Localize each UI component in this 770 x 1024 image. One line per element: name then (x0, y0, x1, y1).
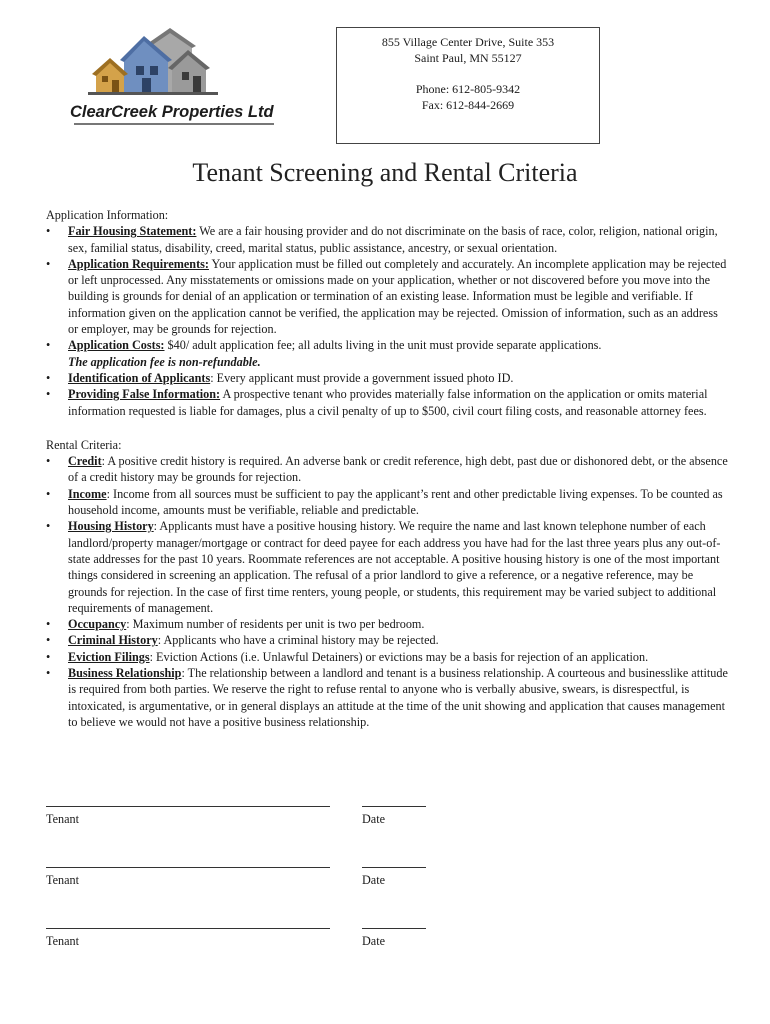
address-line-1: 855 Village Center Drive, Suite 353 (381, 35, 555, 49)
fee-note: The application fee is non-refundable. (68, 354, 261, 369)
item-label: Occupancy (68, 617, 127, 632)
list-item: • Application Requirements: Your application must be filled out completely and accurately. An incomplete application may be rejected or left unprocessed. Any misstatements or omissions made on your application, whether or not discovered before you move into the building is grounds for denial of an application or termination of an existing lease. Information must be legible and verifiable. If information given on the application cannot be verified, the application may be rejected. Omission of information, such as an address or employer, may be grounds for rejection. (46, 256, 727, 337)
date-line[interactable] (362, 928, 426, 929)
item-text: : Applicants who have a criminal history may be rejected. (157, 633, 439, 648)
item-label: Application Requirements: (68, 256, 209, 271)
address-box (336, 27, 600, 144)
date-line[interactable] (362, 867, 426, 868)
tenant-signature-line[interactable] (46, 928, 330, 929)
list-item: • Providing False Information: A prospective tenant who provides materially false information on the application or omits material information requested is liable for damages, plus a civil penalty of up to $500, civil court filing costs, and reasonable attorney fees. (46, 387, 708, 418)
item-label: Income (68, 486, 107, 501)
list-item: • Eviction Filings: Eviction Actions (i.e. Unlawful Detainers) or evictions may be a basis for rejection of an application. (46, 649, 649, 664)
houses-icon (88, 26, 238, 101)
item-label: Criminal History (68, 633, 158, 648)
list-item: • Occupancy: Maximum number of residents per unit is two per bedroom. (46, 617, 425, 632)
tenant-label: Tenant (46, 873, 79, 887)
list-item: • Criminal History: Applicants who have a criminal history may be rejected. (46, 633, 439, 648)
item-text: A prospective tenant who provides materially false information on the application or omits material information requested is liable for damages, plus a civil penalty of up to $500, civil court filing costs, and reasonable attorney fees. (68, 387, 708, 418)
company-logo (66, 26, 276, 126)
date-line[interactable] (362, 806, 426, 807)
item-label: Application Costs: (68, 338, 165, 353)
fax-number: Fax: 612-844-2669 (421, 98, 515, 112)
date-label: Date (362, 873, 386, 887)
date-label: Date (362, 934, 386, 948)
item-label: Housing History (68, 519, 154, 534)
item-text: : Maximum number of residents per unit is two per bedroom. (126, 617, 425, 632)
item-text: : A positive credit history is required. An adverse bank or credit reference, high debt, past due or dishonored debt, or the absence of a credit history may be grounds for rejection. (68, 454, 728, 485)
item-text: : Income from all sources must be sufficient to pay the applicant’s rent and other predictable living expenses. To be counted as household income, amounts must be verifiable, reliable and predictable. (68, 486, 723, 518)
item-text: : Every applicant must provide a government issued photo ID. (210, 370, 514, 385)
item-text: We are a fair housing provider and do not discriminate on the basis of race, color, religion, national origin, sex, familial status, disability, creed, marital status, public assistance, ancestry, or sexual orientation. (68, 224, 718, 255)
address-line-2: Saint Paul, MN 55127 (414, 51, 522, 65)
item-text: $40/ adult application fee; all adults living in the unit must provide separate applications. (164, 338, 602, 353)
date-label: Date (362, 812, 386, 826)
logo-underline (74, 123, 274, 125)
application-list (46, 223, 730, 419)
list-item: • Fair Housing Statement: We are a fair housing provider and do not discriminate on the basis of race, color, religion, national origin, sex, familial status, disability, creed, marital status, public assistance, ancestry, or sexual orientation. (46, 224, 718, 255)
document-body (46, 207, 730, 730)
list-item: • Identification of Applicants: Every applicant must provide a government issued photo ID. (46, 370, 514, 385)
page-title: Tenant Screening and Rental Criteria (192, 158, 578, 187)
tenant-label: Tenant (46, 934, 79, 948)
item-text: : The relationship between a landlord and tenant is a business relationship. A courteous and businesslike attitude is required from both parties. We reserve the right to refuse rental to anyone who is verbally abusive, swears, is disrespectful, is intoxicated, is argumentative, or in general displays an attitude at the time of the unit showing and application that causes management to believe we would not have a positive business relationship. (68, 666, 728, 729)
item-text: : Eviction Actions (i.e. Unlawful Detainers) or evictions may be a basis for rejection of an application. (149, 649, 649, 664)
item-label: Providing False Information: (68, 387, 221, 402)
item-text: Your application must be filled out completely and accurately. An incomplete application may be rejected or left unprocessed. Any misstatements or omissions made on your application, whether or not discovered before you move into the building is grounds for denial of an application or termination of an existing lease. Information must be legible and verifiable. If information given on the application cannot be verified, the application may be rejected. Omission of information, such as an address or employer, may be grounds for rejection. (68, 256, 727, 337)
tenant-signature-line[interactable] (46, 806, 330, 807)
item-label: Identification of Applicants (68, 370, 211, 385)
item-label: Eviction Filings (68, 649, 150, 664)
list-item: • Credit: A positive credit history is required. An adverse bank or credit reference, high debt, past due or dishonored debt, or the absence of a credit history may be grounds for rejection. (46, 454, 728, 485)
item-label: Business Relationship (68, 666, 182, 681)
item-label: Fair Housing Statement: (68, 224, 197, 239)
item-label: Credit (68, 454, 102, 469)
rental-list (46, 453, 730, 730)
company-name: ClearCreek Properties Ltd (70, 103, 274, 121)
item-text: : Applicants must have a positive housing history. We require the name and last known telephone number of each landlord/property manager/mortgage or contract for deed payee for each address you have had for the last three years plus any out-of-state addresses for the past 10 years. Roommate references are not acceptable. A positive housing history is one of the most important things considered in screening an application. The refusal of a prior landlord to give a reference, or a negative reference, may be grounds for rejection. In the case of first time renters, young people, or students, this requirement may be varied subject to additional requirements of management. (68, 519, 721, 615)
list-item: • Business Relationship: The relationship between a landlord and tenant is a business relationship. A courteous and businesslike attitude is required from both parties. We reserve the right to refuse rental to anyone who is verbally abusive, swears, is disrespectful, is intoxicated, is argumentative, or in general displays an attitude at the time of the unit showing and application that causes management to believe we would not have a positive business relationship. (46, 666, 728, 729)
tenant-label: Tenant (46, 812, 79, 826)
tenant-signature-line[interactable] (46, 867, 330, 868)
list-item: • Income: Income from all sources must be sufficient to pay the applicant’s rent and other predictable living expenses. To be counted as household income, amounts must be verifiable, reliable and predictable. (46, 486, 723, 518)
phone-number: Phone: 612-805-9342 (415, 82, 521, 96)
list-item: • Housing History: Applicants must have a positive housing history. We require the name and last known telephone number of each landlord/property manager/mortgage or contract for deed payee for each address you have had for the last three years plus any out-of-state addresses for the past 10 years. Roommate references are not acceptable. A positive housing history is one of the most important things considered in screening an application. The refusal of a prior landlord to give a reference, or a negative reference, may be grounds for rejection. In the case of first time renters, young people, or students, this requirement may be varied subject to additional requirements of management. (46, 519, 721, 615)
rental-heading: Rental Criteria: (46, 437, 122, 452)
list-item: • Application Costs: $40/ adult application fee; all adults living in the unit must provide separate applications. The application fee is non-refundable. (46, 338, 602, 369)
application-heading: Application Information: (46, 208, 169, 222)
